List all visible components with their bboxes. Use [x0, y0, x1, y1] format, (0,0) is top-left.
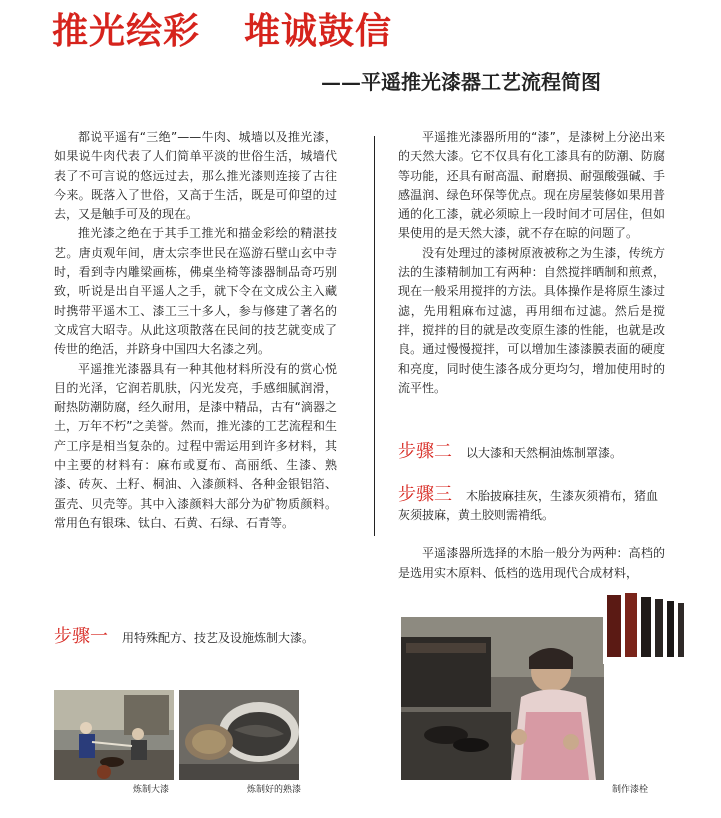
title-part-1: 推光绘彩 — [52, 11, 201, 52]
photo-lacquer-pieces — [603, 589, 689, 664]
step-one-text: 用特殊配方、技艺及设施炼制大漆。 — [122, 631, 315, 645]
column-divider — [374, 136, 375, 536]
left-paragraph-3: 平遥推光漆器具有一种其他材料所没有的赏心悦目的光泽，它润若肌肤，闪光发亮，手感细腻润滑，耐热防潮防腐，经久耐用，是漆中精品，古有“滴器之土，万年不朽”之美誉。然而，推光漆的工艺流程和生产工序是相当复杂的。过程中需运用到许多材料，其中主要的材料有：麻布或夏布、高丽纸、生漆、熟漆、砖灰、土籽、桐油、入漆颜料、各种金银铝箔、蛋壳、贝壳等。其中入漆颜料大部分为矿物质颜料。常用色有银珠、钛白、石黄、石绿、石青等。 — [54, 361, 337, 530]
step-three — [398, 485, 668, 525]
step-one — [54, 627, 324, 648]
step-two-text: 以大漆和天然桐油炼制罩漆。 — [466, 446, 623, 460]
caption-refined-lacquer: 炼制好的熟漆 — [247, 785, 302, 795]
right-paragraph-3: 平遥漆器所选择的木胎一般分为两种：高档的是选用实木原料、低档的选用现代合成材料， — [398, 546, 665, 580]
photo-making-lacquer-items — [401, 617, 604, 780]
right-paragraph-1: 平遥推光漆器所用的“漆”，是漆树上分泌出来的天然大漆。它不仅具有化工漆具有的防潮、防腐等功能，还具有耐高温、耐磨损、耐强酸强碱、手感温润、绿色环保等优点。现在房屋装修如果用普通的化工漆，就必须晾上一段时间才可居住，但如果使用的是天然大漆，就不存在晾的问题了。 — [398, 130, 665, 241]
step-three-label: 步骤三 — [398, 484, 452, 505]
title-part-2: 堆诚鼓信 — [244, 11, 393, 52]
right-column — [398, 128, 665, 398]
photo-refined-lacquer — [179, 690, 299, 780]
right-paragraph-3-container — [398, 543, 665, 583]
step-three-text: 木胎披麻挂灰，生漆灰须褙布，猪血灰须披麻，黄土胶则需褙纸。 — [398, 489, 659, 522]
step-two-label: 步骤二 — [398, 441, 452, 462]
page-title — [52, 10, 392, 54]
step-two — [398, 442, 668, 463]
step-one-label: 步骤一 — [54, 626, 108, 647]
page-subtitle: ——平遥推光漆器工艺流程简图 — [321, 70, 601, 94]
photo-refining-lacquer — [54, 690, 174, 780]
left-column — [54, 128, 337, 533]
caption-refining-lacquer: 炼制大漆 — [133, 785, 170, 795]
left-paragraph-2: 推光漆之绝在于其手工推光和描金彩绘的精湛技艺。唐贞观年间，唐太宗李世民在巡游石壁山玄中寺时，看到寺内雕梁画栋，佛桌坐椅等漆器制品奇巧别致，听说是出自平遥人之手，就下令在文成公主入藏时携带平遥木工、漆工三十多人，参与修建了著名的文成宫大昭寺。从此这项散落在民间的技艺就变成了传世的绝活，并跻身中国四大名漆之列。 — [54, 226, 337, 357]
right-paragraph-2: 没有处理过的漆树原液被称之为生漆，传统方法的生漆精制加工有两种：自然搅拌晒制和煎煮，现在一般采用搅拌的方法。具体操作是将原生漆过滤，先用粗麻布过滤，再用细布过滤。然后是搅拌，搅拌的目的就是改变原生漆的性能，也就是改良。通过慢慢搅拌，可以增加生漆漆膜表面的硬度和亮度，同时使生漆各成分更均匀，增加使用时的流平性。 — [398, 245, 665, 395]
caption-making-items: 制作漆栓 — [612, 785, 649, 795]
left-paragraph-1: 都说平遥有“三绝”——牛肉、城墙以及推光漆，如果说牛肉代表了人们简单平淡的世俗生活，城墙代表了不可言说的悠远过去，那么推光漆则连接了古往今来。既落入了世俗，又高于生活，既是可仰望的过去，又是触手可及的现在。 — [54, 130, 337, 222]
